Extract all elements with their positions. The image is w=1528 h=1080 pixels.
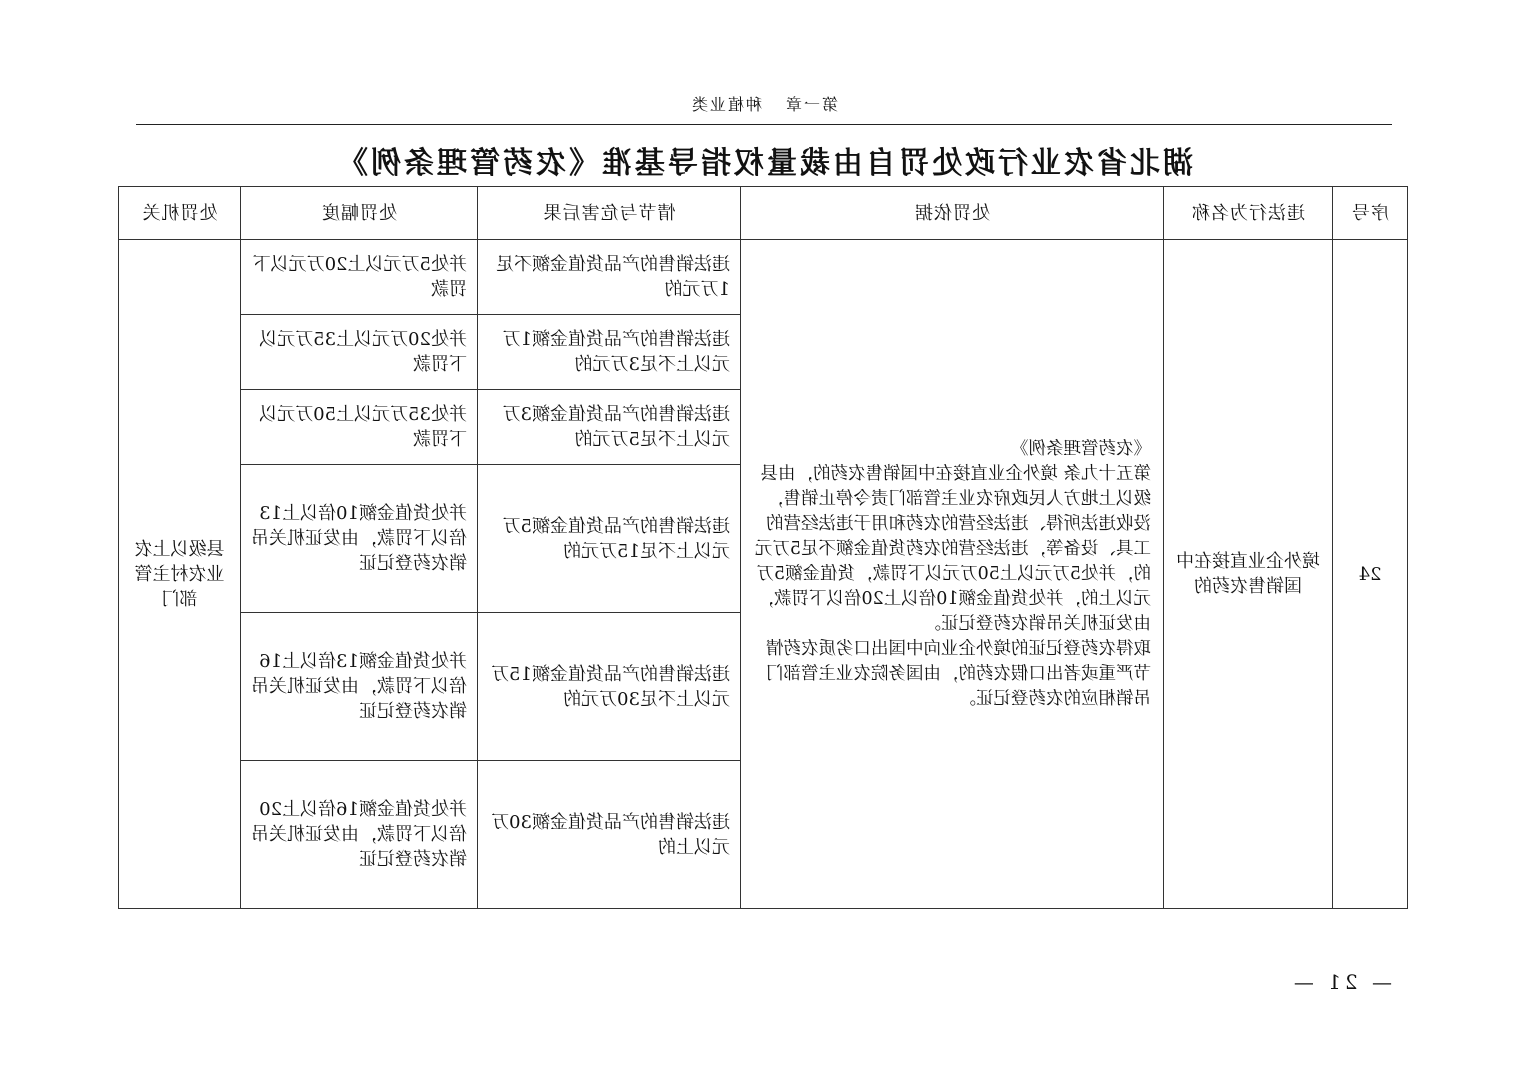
header-basis: 处罚依据 — [741, 187, 1164, 240]
basis-paragraph-2: 取得农药登记证的境外企业向中国出口劣质农药情节严重或者出口假农药的，由国务院农业主管部门吊销相应的农药登记证。 — [766, 638, 1151, 709]
penalty-cell-5: 并处货值金额13倍以上16倍以下罚款，由发证机关吊销农药登记证 — [241, 613, 478, 761]
header-violation: 违法行为名称 — [1164, 187, 1333, 240]
penalty-cell-1: 并处5万元以上20万元以下罚款 — [241, 240, 478, 315]
page-number: — 21 — — [1289, 970, 1392, 994]
circumstance-cell-6: 违法销售的产品货值金额30万元以上的 — [478, 761, 741, 909]
circumstance-cell-1: 违法销售的产品货值金额不足1万元的 — [478, 240, 741, 315]
basis-paragraph-1: 第五十九条 境外企业直接在中国销售农药的，由县级以上地方人民政府农业主管部门责令停止销售，没收违法所得、违法经营的农药和用于违法经营的工具、设备等，违法经营的农药货值金额不足5万元的，并处5万元以上50万元以下罚款，货值金额5万元以上的，并处货值金额10倍以上20倍以下罚款，由发证机关吊销农药登记证。 — [754, 463, 1151, 634]
table-header-row — [119, 187, 1408, 240]
circumstance-cell-4: 违法销售的产品货值金额5万元以上不足15万元的 — [478, 465, 741, 613]
header-authority: 处罚机关 — [119, 187, 241, 240]
seq-cell: 24 — [1333, 240, 1408, 909]
authority-cell: 县级以上农业农村主管部门 — [119, 240, 241, 909]
chapter-label: 第一章 — [784, 95, 839, 114]
basis-cell — [741, 240, 1164, 909]
basis-title: 《农药管理条例》 — [1011, 438, 1151, 459]
section-label: 种植业类 — [689, 95, 762, 114]
violation-cell: 境外企业直接在中国销售农药的 — [1164, 240, 1333, 909]
penalty-cell-3: 并处35万元以上50万元以下罚款 — [241, 390, 478, 465]
table-row — [119, 240, 1408, 315]
header-seq: 序号 — [1333, 187, 1408, 240]
header-rule — [136, 124, 1392, 125]
running-header — [0, 92, 1528, 115]
circumstance-cell-3: 违法销售的产品货值金额3万元以上不足5万元的 — [478, 390, 741, 465]
penalty-cell-2: 并处20万元以上35万元以下罚款 — [241, 315, 478, 390]
penalty-cell-4: 并处货值金额10倍以上13倍以下罚款，由发证机关吊销农药登记证 — [241, 465, 478, 613]
page-title: 湖北省农业行政处罚自由裁量权指导基准《农药管理条例》 — [335, 146, 1193, 181]
circumstance-cell-5: 违法销售的产品货值金额15万元以上不足30万元的 — [478, 613, 741, 761]
penalty-cell-6: 并处货值金额16倍以上20倍以下罚款，由发证机关吊销农药登记证 — [241, 761, 478, 909]
header-circumstance: 情节与危害后果 — [478, 187, 741, 240]
header-penalty: 处罚幅度 — [241, 187, 478, 240]
penalty-table — [118, 186, 1408, 909]
circumstance-cell-2: 违法销售的产品货值金额1万元以上不足3万元的 — [478, 315, 741, 390]
